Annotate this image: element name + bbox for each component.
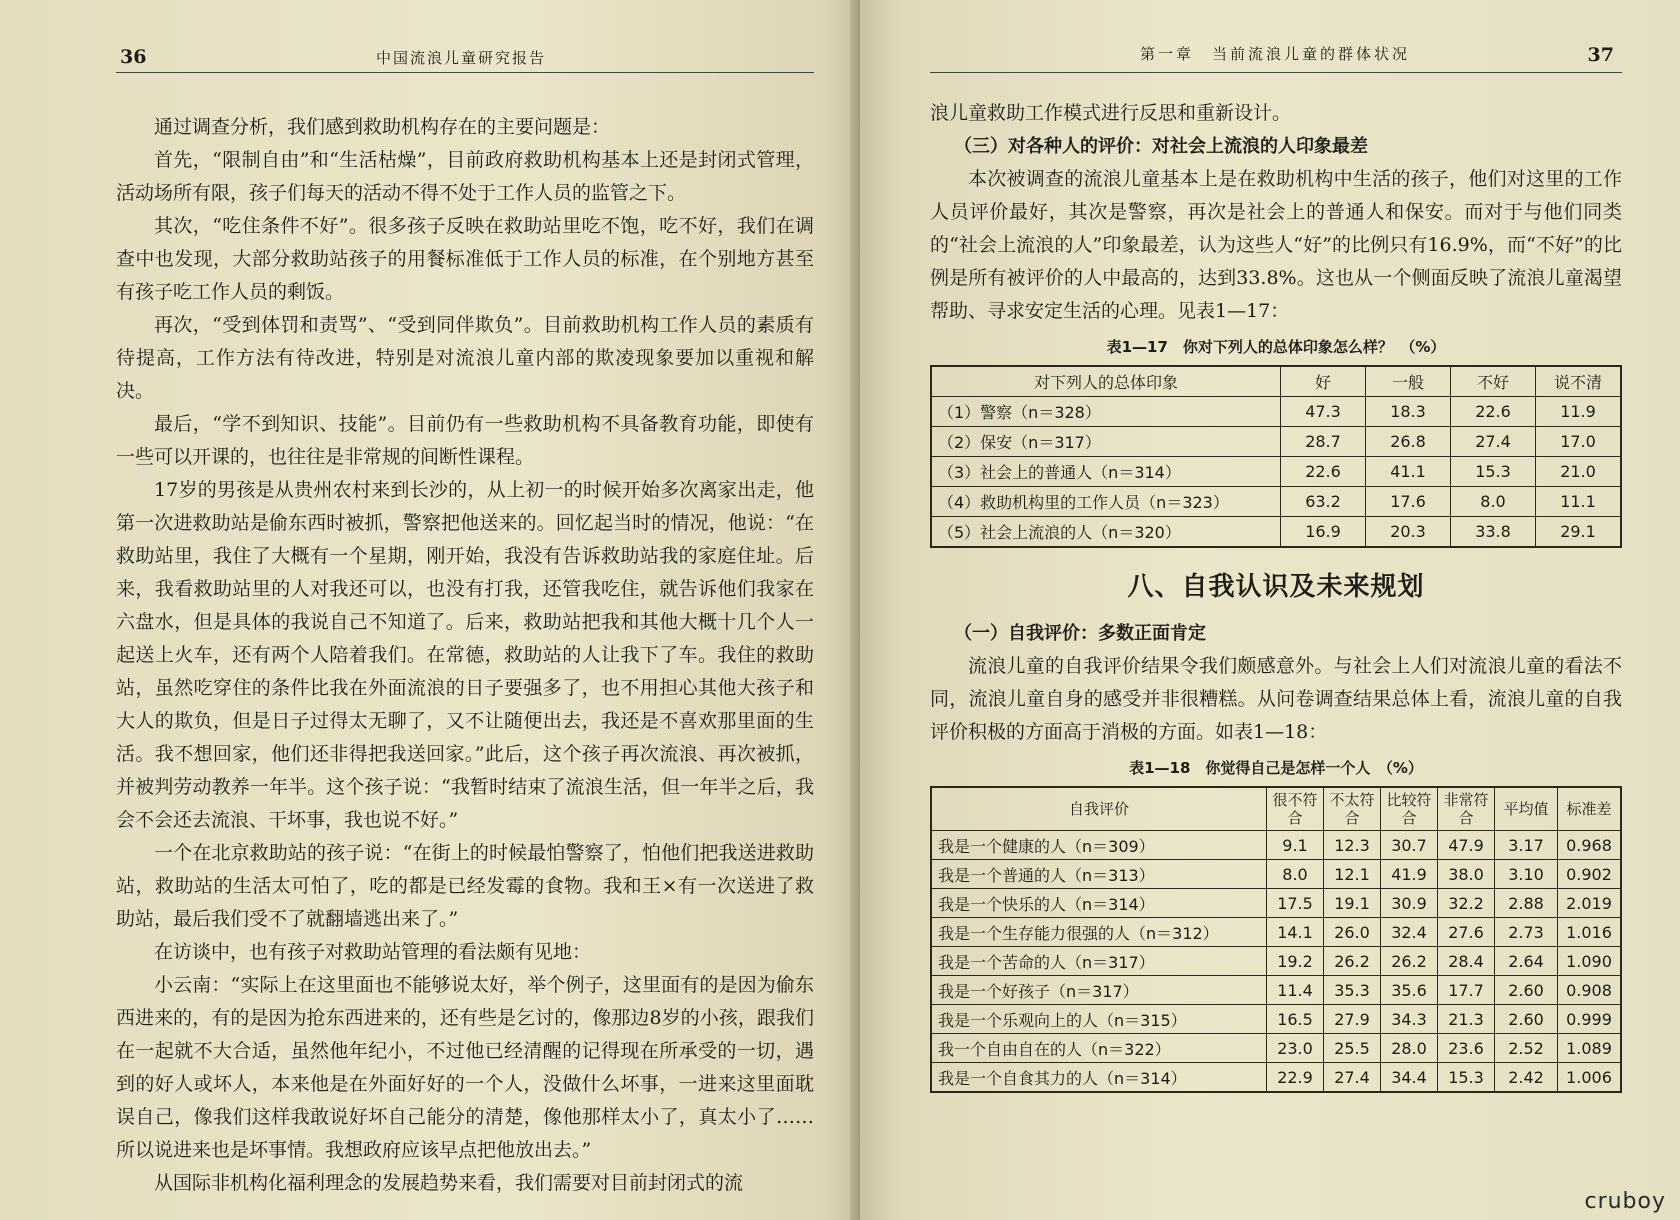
- cell: 1.016: [1558, 918, 1622, 947]
- cell: 28.7: [1281, 427, 1366, 457]
- right-page-number: 37: [1587, 44, 1614, 66]
- cell: 17.0: [1536, 427, 1622, 457]
- cell: 16.5: [1267, 1005, 1324, 1034]
- cell: 32.2: [1438, 889, 1495, 918]
- row-label: 我是一个好孩子（n＝317）: [931, 976, 1267, 1005]
- cell: 11.9: [1536, 397, 1622, 427]
- watermark: cruboy: [1584, 1189, 1666, 1214]
- table-row: [931, 487, 1621, 517]
- table-header: 不太符合: [1324, 787, 1381, 831]
- left-page-number: 36: [120, 46, 147, 68]
- table-row: [931, 457, 1621, 487]
- table-header-row: [931, 366, 1621, 397]
- cell: 30.9: [1381, 889, 1438, 918]
- cell: 22.6: [1451, 397, 1536, 427]
- cell: 20.3: [1366, 517, 1451, 548]
- row-label: （1）警察（n＝328）: [931, 397, 1281, 427]
- row-label: （2）保安（n＝317）: [931, 427, 1281, 457]
- table-row: [931, 947, 1621, 976]
- cell: 19.1: [1324, 889, 1381, 918]
- row-label: 我是一个苦命的人（n＝317）: [931, 947, 1267, 976]
- self-evaluation-table: [930, 786, 1622, 1093]
- row-label: 我一个自由自在的人（n＝322）: [931, 1034, 1267, 1063]
- cell: 41.1: [1366, 457, 1451, 487]
- cell: 3.10: [1495, 860, 1558, 889]
- row-label: 我是一个自食其力的人（n＝314）: [931, 1063, 1267, 1093]
- cell: 0.999: [1558, 1005, 1622, 1034]
- table-row: [931, 860, 1621, 889]
- table-header: 自我评价: [931, 787, 1267, 831]
- row-label: 我是一个乐观向上的人（n＝315）: [931, 1005, 1267, 1034]
- cell: 38.0: [1438, 860, 1495, 889]
- cell: 0.968: [1558, 831, 1622, 860]
- cell: 2.88: [1495, 889, 1558, 918]
- table-header-row: [931, 787, 1621, 831]
- cell: 12.3: [1324, 831, 1381, 860]
- row-label: （4）救助机构里的工作人员（n＝323）: [931, 487, 1281, 517]
- left-running-title: 中国流浪儿童研究报告: [376, 49, 547, 67]
- cell: 3.17: [1495, 831, 1558, 860]
- table-row: [931, 397, 1621, 427]
- paragraph: 流浪儿童的自我评价结果令我们颇感意外。与社会上人们对流浪儿童的看法不同，流浪儿童自身的感受并非很糟糕。从问卷调查结果总体上看，流浪儿童的自我评价积极的方面高于消极的方面。如表1—18：: [930, 655, 1622, 743]
- table-header: 非常符合: [1438, 787, 1495, 831]
- cell: 17.7: [1438, 976, 1495, 1005]
- cell: 35.6: [1381, 976, 1438, 1005]
- cell: 0.902: [1558, 860, 1622, 889]
- cell: 32.4: [1381, 918, 1438, 947]
- table-header: 说不清: [1536, 366, 1622, 397]
- paragraph: 小云南：“实际上在这里面也不能够说太好，举个例子，这里面有的是因为偷东西进来的，有的是因为抢东西进来的，还有些是乞讨的，像那边8岁的小孩，跟我们在一起就不大合适，虽然他年纪小，不过他已经清醒的记得现在所承受的一切，遇到的好人或坏人，本来他是在外面好好的一个人，没做什么坏事，一进来这里面耽误自己，像我们这样我敢说好坏自己能分的清楚，像他那样太小了，真太小了……所以说进来也是坏事情。我想政府应该早点把他放出去。”: [116, 974, 814, 1161]
- paragraph: 在访谈中，也有孩子对救助站管理的看法颇有见地：: [154, 941, 592, 963]
- table-row: [931, 831, 1621, 860]
- cell: 9.1: [1267, 831, 1324, 860]
- cell: 22.9: [1267, 1063, 1324, 1093]
- continuation-paragraph: 浪儿童救助工作模式进行反思和重新设计。: [930, 102, 1292, 124]
- cell: 26.2: [1381, 947, 1438, 976]
- table-row: [931, 976, 1621, 1005]
- cell: 19.2: [1267, 947, 1324, 976]
- cell: 17.6: [1366, 487, 1451, 517]
- table-row: [931, 918, 1621, 947]
- row-label: 我是一个快乐的人（n＝314）: [931, 889, 1267, 918]
- row-label: 我是一个普通的人（n＝313）: [931, 860, 1267, 889]
- cell: 28.4: [1438, 947, 1495, 976]
- table-row: [931, 889, 1621, 918]
- row-label: （5）社会上流浪的人（n＝320）: [931, 517, 1281, 548]
- table-header: 一般: [1366, 366, 1451, 397]
- cell: 1.006: [1558, 1063, 1622, 1093]
- table-header: 好: [1281, 366, 1366, 397]
- cell: 30.7: [1381, 831, 1438, 860]
- cell: 26.2: [1324, 947, 1381, 976]
- cell: 11.1: [1536, 487, 1622, 517]
- cell: 17.5: [1267, 889, 1324, 918]
- left-running-head: [116, 20, 814, 73]
- subheading-self-evaluation: （一）自我评价：多数正面肯定: [954, 623, 1206, 644]
- paragraph: 17岁的男孩是从贵州农村来到长沙的，从上初一的时候开始多次离家出走，他第一次进救助站是偷东西时被抓，警察把他送来的。回忆起当时的情况，他说：“在救助站里，我住了大概有一个星期，刚开始，我没有告诉救助站我的家庭住址。后来，我看救助站里的人对我还可以，也没有打我，还管我吃住，就告诉他们我家在六盘水，但是具体的我说自己不知道了。后来，救助站把我和其他大概十几个人一起送上火车，还有两个人陪着我们。在常德，救助站的人让我下了车。我住的救助站，虽然吃穿住的条件比我在外面流浪的日子要强多了，也不用担心其他大孩子和大人的欺负，但是日子过得太无聊了，又不让随便出去，我还是不喜欢那里面的生活。我不想回家，他们还非得把我送回家。”此后，这个孩子再次流浪、再次被抓，并被判劳动教养一年半。这个孩子说：“我暂时结束了流浪生活，但一年半之后，我会不会还去流浪、干坏事，我也说不好。”: [116, 479, 814, 831]
- cell: 2.73: [1495, 918, 1558, 947]
- cell: 41.9: [1381, 860, 1438, 889]
- cell: 34.3: [1381, 1005, 1438, 1034]
- cell: 33.8: [1451, 517, 1536, 548]
- cell: 29.1: [1536, 517, 1622, 548]
- cell: 27.4: [1324, 1063, 1381, 1093]
- cell: 26.8: [1366, 427, 1451, 457]
- cell: 47.3: [1281, 397, 1366, 427]
- cell: 22.6: [1281, 457, 1366, 487]
- cell: 21.3: [1438, 1005, 1495, 1034]
- row-label: （3）社会上的普通人（n＝314）: [931, 457, 1281, 487]
- right-running-head: [930, 20, 1622, 73]
- cell: 25.5: [1324, 1034, 1381, 1063]
- impression-table: [930, 365, 1622, 548]
- cell: 2.64: [1495, 947, 1558, 976]
- cell: 2.60: [1495, 1005, 1558, 1034]
- section-heading: 八、自我认识及未来规划: [1127, 572, 1425, 602]
- cell: 15.3: [1438, 1063, 1495, 1093]
- cell: 63.2: [1281, 487, 1366, 517]
- cell: 18.3: [1366, 397, 1451, 427]
- cell: 27.4: [1451, 427, 1536, 457]
- paragraph: 首先，“限制自由”和“生活枯燥”，目前政府救助机构基本上还是封闭式管理，活动场所有限，孩子们每天的活动不得不处于工作人员的监管之下。: [116, 149, 814, 204]
- cell: 8.0: [1451, 487, 1536, 517]
- table-row: [931, 517, 1621, 548]
- paragraph: 再次，“受到体罚和责骂”、“受到同伴欺负”。目前救助机构工作人员的素质有待提高，工作方法有待改进，特别是对流浪儿童内部的欺凌现象要加以重视和解决。: [116, 314, 814, 402]
- row-label: 我是一个生存能力很强的人（n＝312）: [931, 918, 1267, 947]
- table-header: 标准差: [1558, 787, 1622, 831]
- table-header: 平均值: [1495, 787, 1558, 831]
- cell: 1.090: [1558, 947, 1622, 976]
- cell: 2.019: [1558, 889, 1622, 918]
- row-label: 我是一个健康的人（n＝309）: [931, 831, 1267, 860]
- paragraph: 其次，“吃住条件不好”。很多孩子反映在救助站里吃不饱，吃不好，我们在调查中也发现，大部分救助站孩子的用餐标准低于工作人员的标准，在个别地方甚至有孩子吃工作人员的剩饭。: [116, 215, 814, 303]
- paragraph: 最后，“学不到知识、技能”。目前仍有一些救助机构不具备教育功能，即使有一些可以开课的，也往往是非常规的间断性课程。: [116, 413, 814, 468]
- cell: 16.9: [1281, 517, 1366, 548]
- table-header: 对下列人的总体印象: [931, 366, 1281, 397]
- cell: 2.60: [1495, 976, 1558, 1005]
- cell: 47.9: [1438, 831, 1495, 860]
- cell: 8.0: [1267, 860, 1324, 889]
- cell: 27.9: [1324, 1005, 1381, 1034]
- cell: 2.52: [1495, 1034, 1558, 1063]
- right-page: [860, 0, 1680, 1220]
- table-row: [931, 427, 1621, 457]
- table-header: 比较符合: [1381, 787, 1438, 831]
- table-caption: 表1—18 你觉得自己是怎样一个人 （%）: [1129, 759, 1423, 777]
- paragraph: 本次被调查的流浪儿童基本上是在救助机构中生活的孩子，他们对这里的工作人员评价最好，其次是警察，再次是社会上的普通人和保安。而对于与他们同类的“社会上流浪的人”印象最差，认为这些人“好”的比例只有16.9%，而“不好”的比例是所有被评价的人中最高的，达到33.8%。这也从一个侧面反映了流浪儿童渴望帮助、寻求安定生活的心理。见表1—17：: [930, 168, 1622, 322]
- cell: 14.1: [1267, 918, 1324, 947]
- cell: 23.0: [1267, 1034, 1324, 1063]
- cell: 15.3: [1451, 457, 1536, 487]
- cell: 21.0: [1536, 457, 1622, 487]
- right-running-title: 第一章 当前流浪儿童的群体状况: [1140, 45, 1411, 63]
- table-row: [931, 1005, 1621, 1034]
- table-header: 很不符合: [1267, 787, 1324, 831]
- cell: 23.6: [1438, 1034, 1495, 1063]
- table-caption: 表1—17 你对下列人的总体印象怎么样？ （%）: [1106, 338, 1446, 356]
- subheading-evaluation: （三）对各种人的评价：对社会上流浪的人印象最差: [954, 136, 1368, 157]
- cell: 26.0: [1324, 918, 1381, 947]
- cell: 28.0: [1381, 1034, 1438, 1063]
- cell: 1.089: [1558, 1034, 1622, 1063]
- table-header: 不好: [1451, 366, 1536, 397]
- paragraph: 从国际非机构化福利理念的发展趋势来看，我们需要对目前封闭式的流: [154, 1172, 744, 1194]
- cell: 2.42: [1495, 1063, 1558, 1093]
- table-row: [931, 1034, 1621, 1063]
- cell: 34.4: [1381, 1063, 1438, 1093]
- cell: 12.1: [1324, 860, 1381, 889]
- paragraph: 通过调查分析，我们感到救助机构存在的主要问题是：: [154, 116, 611, 138]
- cell: 0.908: [1558, 976, 1622, 1005]
- table-row: [931, 1063, 1621, 1093]
- cell: 11.4: [1267, 976, 1324, 1005]
- paragraph: 一个在北京救助站的孩子说：“在街上的时候最怕警察了，怕他们把我送进救助站，救助站的生活太可怕了，吃的都是已经发霉的食物。我和王×有一次送进了救助站，最后我们受不了就翻墙逃出来了。”: [116, 842, 814, 930]
- cell: 27.6: [1438, 918, 1495, 947]
- cell: 35.3: [1324, 976, 1381, 1005]
